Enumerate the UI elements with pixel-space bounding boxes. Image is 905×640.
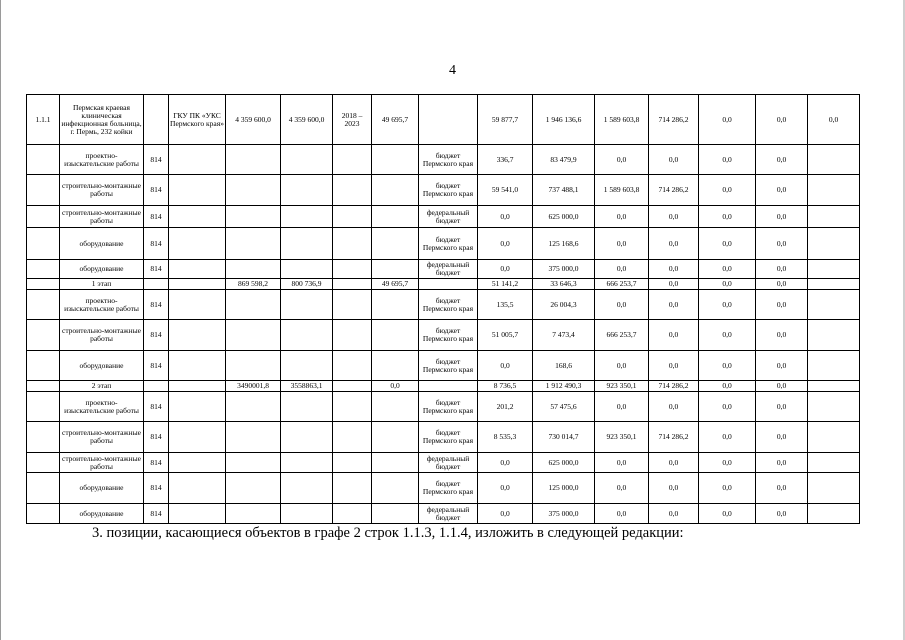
table-cell: 0,0 [649, 145, 699, 175]
table-cell: 0,0 [699, 392, 756, 422]
table-cell: 0,0 [699, 473, 756, 504]
table-cell [281, 228, 333, 260]
table-cell [372, 175, 419, 206]
table-cell: 625 000,0 [533, 206, 595, 228]
table-cell [169, 504, 226, 524]
table-cell: 1 946 136,6 [533, 95, 595, 145]
table-cell [419, 381, 478, 392]
table-cell: 26 004,3 [533, 290, 595, 320]
table-cell [419, 95, 478, 145]
table-cell [226, 145, 281, 175]
table-cell: 0,0 [649, 228, 699, 260]
table-cell [333, 279, 372, 290]
table-cell: 2018 – 2023 [333, 95, 372, 145]
table-cell [808, 473, 860, 504]
table-cell: 0,0 [699, 228, 756, 260]
table-cell: 0,0 [649, 473, 699, 504]
table-cell [333, 206, 372, 228]
table-cell [372, 351, 419, 381]
table-cell [372, 206, 419, 228]
table-row [27, 95, 860, 145]
table-cell [226, 228, 281, 260]
table-cell [281, 453, 333, 473]
table-cell: 0,0 [756, 145, 808, 175]
table-row [27, 351, 860, 381]
table-cell: 737 488,1 [533, 175, 595, 206]
table-cell: 0,0 [478, 504, 533, 524]
table-cell [169, 473, 226, 504]
table-cell: бюджет Пермского края [419, 228, 478, 260]
table-row [27, 279, 860, 290]
table-cell [281, 504, 333, 524]
table-cell [226, 422, 281, 453]
table-cell [281, 392, 333, 422]
table-cell [169, 279, 226, 290]
table-cell: бюджет Пермского края [419, 145, 478, 175]
table-cell: 0,0 [699, 290, 756, 320]
table-cell [333, 504, 372, 524]
table-cell: 0,0 [756, 175, 808, 206]
table-cell: 0,0 [699, 320, 756, 351]
table-cell [808, 260, 860, 279]
table-cell: 51 005,7 [478, 320, 533, 351]
table-cell: бюджет Пермского края [419, 351, 478, 381]
table-cell: 3558863,1 [281, 381, 333, 392]
table-cell: Пермская краевая клиническая инфекционная больница, г. Пермь, 232 койки [60, 95, 144, 145]
table-cell: 8 736,5 [478, 381, 533, 392]
table-row [27, 320, 860, 351]
table-cell: оборудование [60, 260, 144, 279]
table-cell: 0,0 [699, 206, 756, 228]
table-cell: оборудование [60, 473, 144, 504]
table-cell: 1.1.1 [27, 95, 60, 145]
table-cell: 336,7 [478, 145, 533, 175]
table-cell: 59 877,7 [478, 95, 533, 145]
table-cell: 814 [144, 320, 169, 351]
table-cell: 714 286,2 [649, 422, 699, 453]
table-cell [27, 320, 60, 351]
table-cell: 814 [144, 392, 169, 422]
table-cell [281, 145, 333, 175]
table-cell [808, 381, 860, 392]
table-cell: 4 359 600,0 [281, 95, 333, 145]
table-cell: 814 [144, 422, 169, 453]
table-cell [333, 260, 372, 279]
table-cell [333, 145, 372, 175]
table-cell: 0,0 [808, 95, 860, 145]
table-cell [27, 422, 60, 453]
table-cell [169, 290, 226, 320]
table-cell [372, 473, 419, 504]
table-cell: 814 [144, 351, 169, 381]
table-cell: федеральный бюджет [419, 453, 478, 473]
page-frame-left [0, 0, 1, 640]
table-cell: 201,2 [478, 392, 533, 422]
table-cell [27, 392, 60, 422]
table-row [27, 422, 860, 453]
table-cell [169, 175, 226, 206]
table-cell [226, 473, 281, 504]
table-cell: 0,0 [756, 422, 808, 453]
table-cell: 375 000,0 [533, 260, 595, 279]
table-cell: 0,0 [756, 95, 808, 145]
table-cell [281, 422, 333, 453]
table-cell: 0,0 [699, 175, 756, 206]
table-cell: 0,0 [756, 392, 808, 422]
table-cell: оборудование [60, 228, 144, 260]
table-cell: бюджет Пермского края [419, 320, 478, 351]
table-cell [372, 260, 419, 279]
table-row [27, 290, 860, 320]
table-cell: 57 475,6 [533, 392, 595, 422]
table-cell: проектно-изыскательские работы [60, 290, 144, 320]
table-cell [169, 320, 226, 351]
table-cell: 1 этап [60, 279, 144, 290]
table-cell: 666 253,7 [595, 320, 649, 351]
table-cell: 51 141,2 [478, 279, 533, 290]
table-cell [281, 206, 333, 228]
table-cell [333, 392, 372, 422]
table-cell [372, 145, 419, 175]
table-cell [169, 228, 226, 260]
table-cell [27, 145, 60, 175]
table-cell: 1 589 603,8 [595, 175, 649, 206]
table-cell [27, 453, 60, 473]
table-cell [27, 260, 60, 279]
table-cell [169, 453, 226, 473]
table-cell: строительно-монтажные работы [60, 206, 144, 228]
table-cell [27, 175, 60, 206]
table-cell: 0,0 [699, 504, 756, 524]
table-cell [808, 320, 860, 351]
table-cell: 0,0 [699, 95, 756, 145]
table-cell: проектно-изыскательские работы [60, 392, 144, 422]
table-cell [169, 392, 226, 422]
table-cell: 0,0 [756, 453, 808, 473]
table-cell: 814 [144, 206, 169, 228]
table-cell: 0,0 [699, 381, 756, 392]
table-cell: 0,0 [595, 228, 649, 260]
table-cell [372, 320, 419, 351]
table-cell [372, 422, 419, 453]
table-cell [808, 392, 860, 422]
table-cell: 0,0 [756, 206, 808, 228]
table-cell: 0,0 [649, 279, 699, 290]
table-cell [281, 473, 333, 504]
table-cell: 0,0 [756, 351, 808, 381]
table-cell: 83 479,9 [533, 145, 595, 175]
table-cell: 0,0 [595, 145, 649, 175]
table-cell [333, 473, 372, 504]
table-cell: 1 589 603,8 [595, 95, 649, 145]
table-cell: бюджет Пермского края [419, 175, 478, 206]
table-cell: оборудование [60, 351, 144, 381]
table-cell: 0,0 [649, 206, 699, 228]
table-cell: 0,0 [649, 504, 699, 524]
table-cell: проектно-изыскательские работы [60, 145, 144, 175]
table-cell: 0,0 [756, 504, 808, 524]
table-cell: 814 [144, 175, 169, 206]
table-cell: 814 [144, 473, 169, 504]
table-cell [372, 290, 419, 320]
table-cell [808, 145, 860, 175]
table-cell [169, 351, 226, 381]
table-cell: 814 [144, 290, 169, 320]
table-cell: бюджет Пермского края [419, 422, 478, 453]
table-cell [169, 260, 226, 279]
table-cell: 0,0 [756, 279, 808, 290]
table-cell: 0,0 [756, 260, 808, 279]
table-cell [27, 290, 60, 320]
table-cell [226, 453, 281, 473]
table-cell: 923 350,1 [595, 422, 649, 453]
table-cell [333, 175, 372, 206]
table-cell: бюджет Пермского края [419, 392, 478, 422]
table-cell: 375 000,0 [533, 504, 595, 524]
table-row [27, 175, 860, 206]
table-cell [333, 320, 372, 351]
table-cell: 1 912 490,3 [533, 381, 595, 392]
table-cell: 0,0 [478, 351, 533, 381]
table-row [27, 228, 860, 260]
table-cell: 0,0 [756, 473, 808, 504]
table-cell [808, 175, 860, 206]
table-cell: бюджет Пермского края [419, 290, 478, 320]
table-cell [808, 279, 860, 290]
table-cell [226, 320, 281, 351]
table-cell [226, 290, 281, 320]
amendment-note: 3. позиции, касающиеся объектов в графе 2 строк 1.1.3, 1.1.4, изложить в следующей редакции: [92, 525, 684, 541]
table-cell [808, 504, 860, 524]
table-cell [27, 228, 60, 260]
table-cell: оборудование [60, 504, 144, 524]
table-cell: 59 541,0 [478, 175, 533, 206]
table-cell: 714 286,2 [649, 175, 699, 206]
table-cell: 0,0 [595, 206, 649, 228]
table-row [27, 392, 860, 422]
table-cell: 814 [144, 453, 169, 473]
table-cell [27, 206, 60, 228]
table-cell [808, 351, 860, 381]
table-cell: 0,0 [478, 260, 533, 279]
table-cell: 0,0 [649, 260, 699, 279]
table-cell [808, 206, 860, 228]
table-cell [281, 175, 333, 206]
table-cell [226, 260, 281, 279]
table-cell: 125 000,0 [533, 473, 595, 504]
table-cell: 0,0 [756, 228, 808, 260]
table-cell [281, 260, 333, 279]
table-cell [144, 95, 169, 145]
table-cell: 0,0 [595, 453, 649, 473]
table-cell: 0,0 [756, 320, 808, 351]
table-cell [333, 381, 372, 392]
table-cell: 0,0 [478, 473, 533, 504]
table-cell: 0,0 [649, 351, 699, 381]
table-cell: 0,0 [756, 290, 808, 320]
table-row [27, 145, 860, 175]
table-cell [333, 290, 372, 320]
table-cell: бюджет Пермского края [419, 473, 478, 504]
table-cell: 814 [144, 145, 169, 175]
table-cell [281, 290, 333, 320]
table-cell [808, 228, 860, 260]
table-body [27, 95, 860, 524]
table-cell [27, 473, 60, 504]
table-cell: 0,0 [699, 453, 756, 473]
table-cell: 168,6 [533, 351, 595, 381]
table-cell: 0,0 [649, 320, 699, 351]
table-cell: 814 [144, 260, 169, 279]
table-row [27, 381, 860, 392]
table-row [27, 453, 860, 473]
table-cell [144, 381, 169, 392]
table-cell: федеральный бюджет [419, 504, 478, 524]
table-cell: 814 [144, 228, 169, 260]
table-cell: 7 473,4 [533, 320, 595, 351]
table-cell: федеральный бюджет [419, 260, 478, 279]
table-cell: 666 253,7 [595, 279, 649, 290]
table-cell [169, 422, 226, 453]
table-cell: 714 286,2 [649, 95, 699, 145]
table-cell: 0,0 [649, 453, 699, 473]
table-cell: 0,0 [595, 351, 649, 381]
table-cell [419, 279, 478, 290]
table-cell: ГКУ ПК «УКС Пермского края» [169, 95, 226, 145]
table-cell: 2 этап [60, 381, 144, 392]
table-cell: 0,0 [595, 392, 649, 422]
table-cell [27, 351, 60, 381]
table-cell: 0,0 [699, 145, 756, 175]
table-cell: 625 000,0 [533, 453, 595, 473]
table-cell [333, 351, 372, 381]
table-cell: строительно-монтажные работы [60, 453, 144, 473]
table-cell [169, 206, 226, 228]
table-cell: 714 286,2 [649, 381, 699, 392]
table-cell [372, 504, 419, 524]
table-cell [169, 381, 226, 392]
table-cell: 0,0 [595, 290, 649, 320]
table-cell [27, 279, 60, 290]
table-cell: федеральный бюджет [419, 206, 478, 228]
table-cell [226, 392, 281, 422]
table-cell [27, 504, 60, 524]
table-cell [281, 320, 333, 351]
table-cell [372, 392, 419, 422]
table-cell [281, 351, 333, 381]
table-cell: 0,0 [595, 504, 649, 524]
table-cell: 0,0 [478, 206, 533, 228]
table-cell: 0,0 [699, 260, 756, 279]
table-cell [333, 453, 372, 473]
table-cell: 135,5 [478, 290, 533, 320]
table-cell: 923 350,1 [595, 381, 649, 392]
table-cell: 0,0 [595, 473, 649, 504]
table-cell: 0,0 [699, 422, 756, 453]
table-row [27, 260, 860, 279]
table-cell: 49 695,7 [372, 95, 419, 145]
table-cell: 8 535,3 [478, 422, 533, 453]
table-cell [333, 228, 372, 260]
table-cell: 0,0 [649, 392, 699, 422]
table-cell [226, 206, 281, 228]
page-number: 4 [449, 63, 456, 78]
table-cell [226, 175, 281, 206]
table-cell [808, 290, 860, 320]
table-cell: 0,0 [478, 228, 533, 260]
table-cell: строительно-монтажные работы [60, 422, 144, 453]
table-cell: 0,0 [595, 260, 649, 279]
table-cell [808, 422, 860, 453]
table-cell: 4 359 600,0 [226, 95, 281, 145]
table-cell [27, 381, 60, 392]
table-cell: 49 695,7 [372, 279, 419, 290]
table-cell [169, 145, 226, 175]
table-cell [226, 351, 281, 381]
table-cell: 814 [144, 504, 169, 524]
table-cell [808, 453, 860, 473]
table-cell: 730 014,7 [533, 422, 595, 453]
table-row [27, 473, 860, 504]
table-cell: 33 646,3 [533, 279, 595, 290]
table-cell: 0,0 [372, 381, 419, 392]
table-cell: 0,0 [756, 381, 808, 392]
table-cell: 869 598,2 [226, 279, 281, 290]
table-cell: 0,0 [649, 290, 699, 320]
table-cell: 0,0 [699, 351, 756, 381]
table-row [27, 504, 860, 524]
table-cell [333, 422, 372, 453]
table-cell: 0,0 [699, 279, 756, 290]
table-cell [226, 504, 281, 524]
table-cell [144, 279, 169, 290]
table-cell: строительно-монтажные работы [60, 175, 144, 206]
table-cell: 0,0 [478, 453, 533, 473]
table-cell [372, 228, 419, 260]
table-cell: 3490001,8 [226, 381, 281, 392]
table-cell: 800 736,9 [281, 279, 333, 290]
budget-table [26, 94, 860, 524]
table-row [27, 206, 860, 228]
table-cell: 125 168,6 [533, 228, 595, 260]
table-cell: строительно-монтажные работы [60, 320, 144, 351]
table-cell [372, 453, 419, 473]
